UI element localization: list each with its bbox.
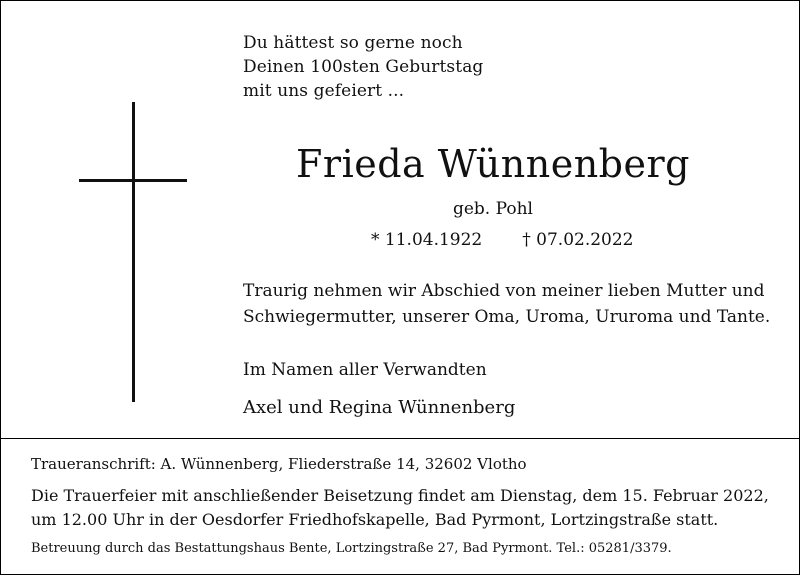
poem <box>243 31 483 103</box>
deceased-name: Frieda Wünnenberg <box>296 142 690 186</box>
cross-horizontal-bar <box>79 179 187 182</box>
on-behalf-text: Im Namen aller Verwandten <box>243 360 487 380</box>
poem-line: mit uns gefeiert ... <box>243 81 405 101</box>
mourning-line: Traurig nehmen wir Abschied von meiner lieben Mutter und <box>243 281 765 301</box>
birth-name: geb. Pohl <box>452 199 533 219</box>
death-date: † 07.02.2022 <box>522 230 634 250</box>
cross-icon <box>79 102 187 402</box>
undertaker-info: Betreuung durch das Bestattungshaus Bente, Lortzingstraße 27, Bad Pyrmont. Tel.: 05281/3379. <box>31 541 672 556</box>
life-dates <box>371 229 634 251</box>
funeral-service-info <box>31 484 769 532</box>
poem-line: Du hättest so gerne noch <box>243 33 463 53</box>
mourning-address: Traueranschrift: A. Wünnenberg, Fliederstraße 14, 32602 Vlotho <box>31 455 527 473</box>
signers: Axel und Regina Wünnenberg <box>243 397 516 418</box>
poem-line: Deinen 100sten Geburtstag <box>243 57 484 77</box>
mourning-line: Schwiegermutter, unserer Oma, Uroma, Ururoma und Tante. <box>243 307 771 327</box>
mourning-text <box>243 278 770 330</box>
cross-vertical-bar <box>132 102 135 402</box>
service-line: um 12.00 Uhr in der Oesdorfer Friedhofskapelle, Bad Pyrmont, Lortzingstraße statt. <box>31 510 719 529</box>
service-line: Die Trauerfeier mit anschließender Beisetzung findet am Dienstag, dem 15. Februar 2022, <box>31 486 769 505</box>
divider <box>1 438 799 439</box>
birth-date: * 11.04.1922 <box>371 230 483 250</box>
